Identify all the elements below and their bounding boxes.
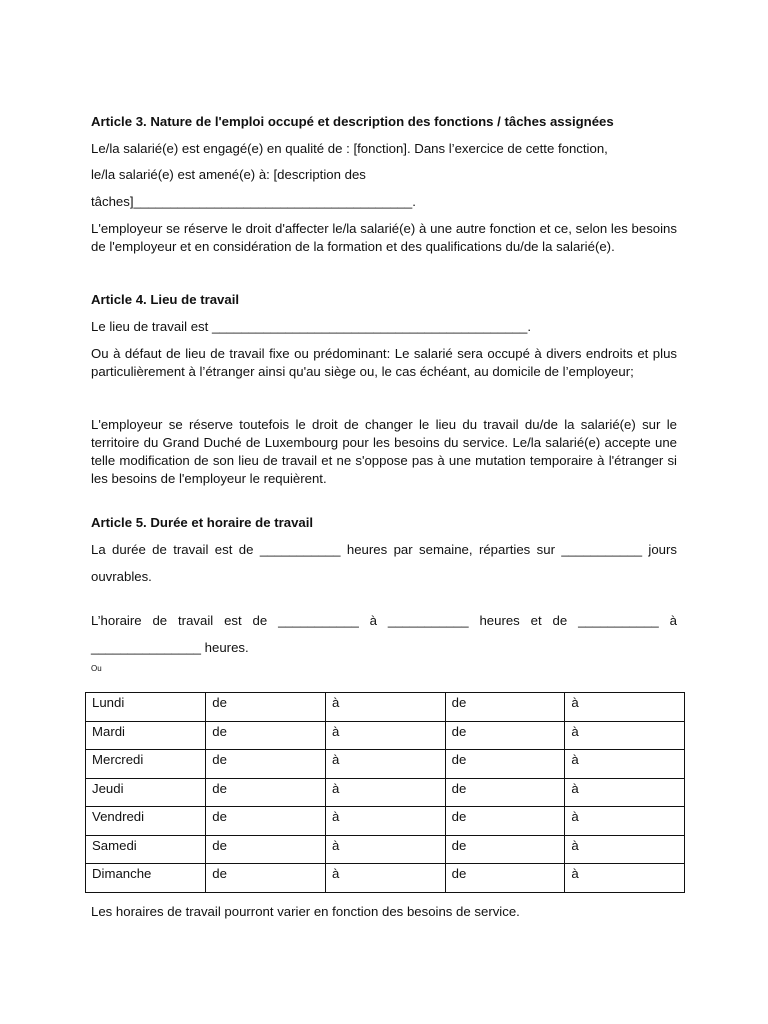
day-cell: Dimanche — [86, 864, 206, 893]
day-cell: Mardi — [86, 721, 206, 750]
table-cell: de — [445, 721, 565, 750]
closing-sentence: Les horaires de travail pourront varier en fonction des besoins de service. — [91, 904, 520, 919]
table-cell: à — [326, 807, 446, 836]
table-cell: à — [565, 778, 685, 807]
table-cell: de — [445, 807, 565, 836]
table-cell: à — [565, 807, 685, 836]
table-cell: à — [326, 721, 446, 750]
article-3-line-3: tâches]______________________________________. — [91, 194, 416, 209]
article-4-paragraph-1: Ou à défaut de lieu de travail fixe ou prédominant: Le salarié sera occupé à divers endroits et plus particulièrement à l’étranger ainsi qu'au siège ou, le cas échéant, au domicile de l’employeur; — [91, 346, 677, 379]
table-row — [86, 864, 685, 893]
day-cell: Jeudi — [86, 778, 206, 807]
table-cell: à — [326, 835, 446, 864]
day-cell: Lundi — [86, 693, 206, 722]
article-4-heading: Article 4. Lieu de travail — [91, 292, 240, 307]
table-cell: de — [206, 807, 326, 836]
article-5-line-1: La durée de travail est de ___________ heures par semaine, réparties sur ___________ jours — [91, 542, 677, 557]
table-cell: à — [565, 835, 685, 864]
article-5-line-3: L’horaire de travail est de ___________ à ___________ heures et de ___________ à — [91, 613, 677, 628]
table-row — [86, 693, 685, 722]
schedule-table — [85, 692, 685, 893]
table-cell: à — [326, 750, 446, 779]
article-5-line-4: _______________ heures. — [91, 640, 249, 655]
table-cell: à — [326, 693, 446, 722]
article-3-line-2: le/la salarié(e) est amené(e) à: [description des — [91, 167, 366, 182]
table-row — [86, 721, 685, 750]
table-cell: de — [445, 864, 565, 893]
table-row — [86, 835, 685, 864]
table-cell: à — [565, 721, 685, 750]
article-3-paragraph: L'employeur se réserve le droit d'affecter le/la salarié(e) à une autre fonction et ce, selon les besoins de l'employeur et en considération de la formation et des qualifications du/de la salarié(e). — [91, 221, 677, 254]
ou-label: Ou — [91, 664, 102, 673]
table-cell: de — [445, 693, 565, 722]
table-cell: de — [445, 778, 565, 807]
article-5-heading: Article 5. Durée et horaire de travail — [91, 515, 314, 530]
day-cell: Samedi — [86, 835, 206, 864]
table-cell: de — [206, 693, 326, 722]
table-cell: à — [326, 864, 446, 893]
table-row — [86, 807, 685, 836]
day-cell: Mercredi — [86, 750, 206, 779]
table-cell: de — [206, 778, 326, 807]
table-cell: à — [565, 693, 685, 722]
article-4-line-1: Le lieu de travail est ___________________________________________. — [91, 319, 531, 334]
article-3-heading: Article 3. Nature de l'emploi occupé et description des fonctions / tâches assignées — [91, 114, 614, 129]
table-cell: de — [206, 864, 326, 893]
day-cell: Vendredi — [86, 807, 206, 836]
table-cell: de — [206, 750, 326, 779]
table-cell: à — [326, 778, 446, 807]
article-3-line-1: Le/la salarié(e) est engagé(e) en qualité de : [fonction]. Dans l’exercice de cette fonction, — [91, 141, 608, 156]
table-row — [86, 778, 685, 807]
table-cell: à — [565, 750, 685, 779]
table-cell: de — [445, 750, 565, 779]
table-row — [86, 750, 685, 779]
article-4-paragraph-2: L'employeur se réserve toutefois le droit de changer le lieu du travail du/de la salarié(e) sur le territoire du Grand Duché de Luxembourg pour les besoins du service. Le/la salarié(e) accepte une telle modification de son lieu de travail et ne s'oppose pas à une mutation temporaire à l'étranger si les besoins de l'employeur le requièrent. — [91, 417, 677, 486]
table-cell: de — [206, 721, 326, 750]
article-5-line-2: ouvrables. — [91, 569, 152, 584]
table-cell: de — [206, 835, 326, 864]
table-cell: de — [445, 835, 565, 864]
table-cell: à — [565, 864, 685, 893]
